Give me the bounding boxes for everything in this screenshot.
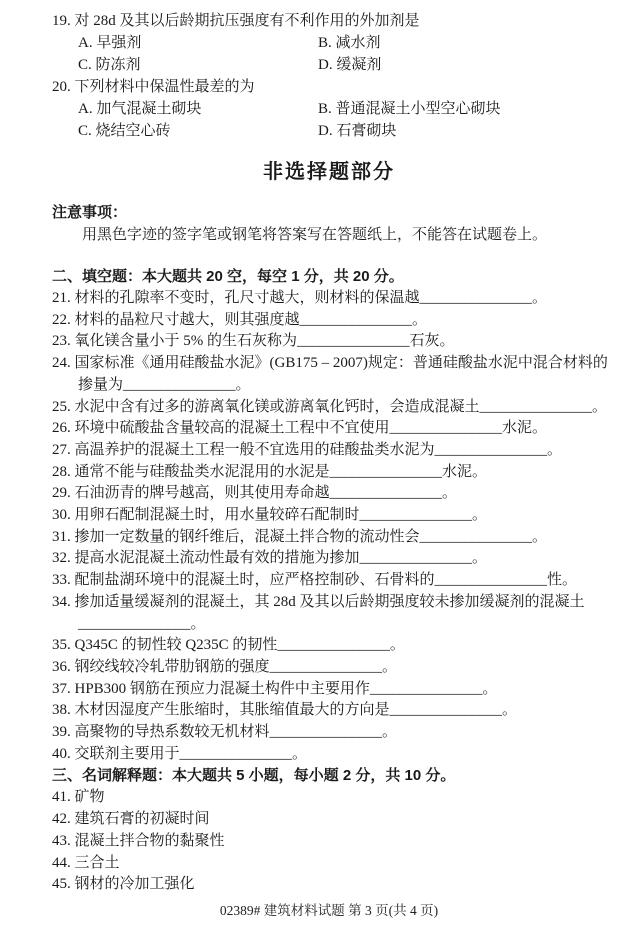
fill-question-24: 24. 国家标准《通用硅酸盐水泥》(GB175 – 2007)规定：普通硅酸盐水泥中混合材料的 <box>52 355 608 372</box>
fill-question-26: 26. 环境中硫酸盐含量较高的混凝土工程中不宜使用_______________水泥。 <box>52 420 548 437</box>
notice-label: 注意事项： <box>52 204 128 221</box>
term-question-42: 42. 建筑石膏的初凝时间 <box>52 811 210 828</box>
question-20-stem: 20. 下列材料中保温性最差的为 <box>52 79 255 95</box>
fill-question-40: 40. 交联剂主要用于_______________。 <box>52 745 308 762</box>
fill-question-35: 35. Q345C 的韧性较 Q235C 的韧性_______________。 <box>52 637 405 654</box>
question-20 <box>52 76 606 142</box>
fill-question-22: 22. 材料的晶粒尺寸越大，则其强度越_______________。 <box>52 311 428 328</box>
page-footer: 02389# 建筑材料试题 第 3 页(共 4 页) <box>219 902 439 918</box>
option-19-b: B. 减水剂 <box>318 35 381 51</box>
option-19-a: A. 早强剂 <box>78 35 142 51</box>
terms-section-header: 三、名词解释题：本大题共 5 小题，每小题 2 分，共 10 分。 <box>52 767 456 785</box>
option-19-c: C. 防冻剂 <box>78 57 141 73</box>
fill-question-28: 28. 通常不能与硅酸盐类水泥混用的水泥是_______________水泥。 <box>52 463 488 480</box>
option-19-d: D. 缓凝剂 <box>318 57 382 73</box>
option-20-c: C. 烧结空心砖 <box>78 123 171 139</box>
question-19-options <box>52 32 606 76</box>
term-question-43: 43. 混凝土拌合物的黏聚性 <box>52 832 225 849</box>
fill-question-23: 23. 氧化镁含量小于 5% 的生石灰称为_______________石灰。 <box>52 333 455 350</box>
fill-question-34-line2: _______________。 <box>78 615 206 632</box>
terms-section <box>52 765 606 896</box>
term-question-41: 41. 矿物 <box>52 789 105 806</box>
fill-question-25: 25. 水泥中含有过多的游离氧化镁或游离氧化钙时，会造成混凝土_______________。 <box>52 398 608 415</box>
fill-question-33: 33. 配制盐湖环境中的混凝土时，应严格控制砂、石骨料的_______________性。 <box>52 572 578 589</box>
question-19 <box>52 10 606 76</box>
fill-question-31: 31. 掺加一定数量的钢纤维后，混凝土拌合物的流动性会_______________。 <box>52 528 548 545</box>
fill-question-30: 30. 用卵石配制混凝土时，用水量较碎石配制时_______________。 <box>52 507 488 524</box>
fill-question-37: 37. HPB300 钢筋在预应力混凝土构件中主要用作_______________。 <box>52 680 498 697</box>
fill-question-34: 34. 掺加适量缓凝剂的混凝土，其 28d 及其以后龄期强度较未掺加缓凝剂的混凝土 <box>52 593 585 610</box>
fill-question-36: 36. 钢绞线较冷轧带肋钢筋的强度_______________。 <box>52 658 398 675</box>
question-20-options <box>52 98 606 142</box>
fill-question-29: 29. 石油沥青的牌号越高，则其使用寿命越_______________。 <box>52 485 458 502</box>
option-20-b: B. 普通混凝土小型空心砌块 <box>318 101 501 117</box>
term-question-44: 44. 三合土 <box>52 854 120 871</box>
term-question-45: 45. 钢材的冷加工强化 <box>52 876 195 893</box>
notice <box>52 202 606 246</box>
fill-question-27: 27. 高温养护的混凝土工程一般不宜选用的硅酸盐类水泥为_______________。 <box>52 441 563 458</box>
fill-question-21: 21. 材料的孔隙率不变时，孔尺寸越大，则材料的保温越_______________。 <box>52 290 548 306</box>
fill-section <box>52 266 606 765</box>
notice-text: 用黑色字迹的签字笔或钢笔将答案写在答题纸上，不能答在试题卷上。 <box>82 227 548 243</box>
option-20-d: D. 石膏砌块 <box>318 123 397 139</box>
fill-question-32: 32. 提高水泥混凝土流动性最有效的措施为掺加_______________。 <box>52 550 488 567</box>
fill-question-38: 38. 木材因湿度产生胀缩时，其胀缩值最大的方向是_______________。 <box>52 702 518 719</box>
question-19-stem: 19. 对 28d 及其以后龄期抗压强度有不利作用的外加剂是 <box>52 13 420 29</box>
fill-section-header: 二、填空题：本大题共 20 空，每空 1 分，共 20 分。 <box>52 268 404 285</box>
fill-question-24-line2: 掺量为_______________。 <box>78 376 251 393</box>
option-20-a: A. 加气混凝土砌块 <box>78 101 202 117</box>
fill-question-39: 39. 高聚物的导热系数较无机材料_______________。 <box>52 724 398 741</box>
section-title: 非选择题部分 <box>263 161 395 183</box>
